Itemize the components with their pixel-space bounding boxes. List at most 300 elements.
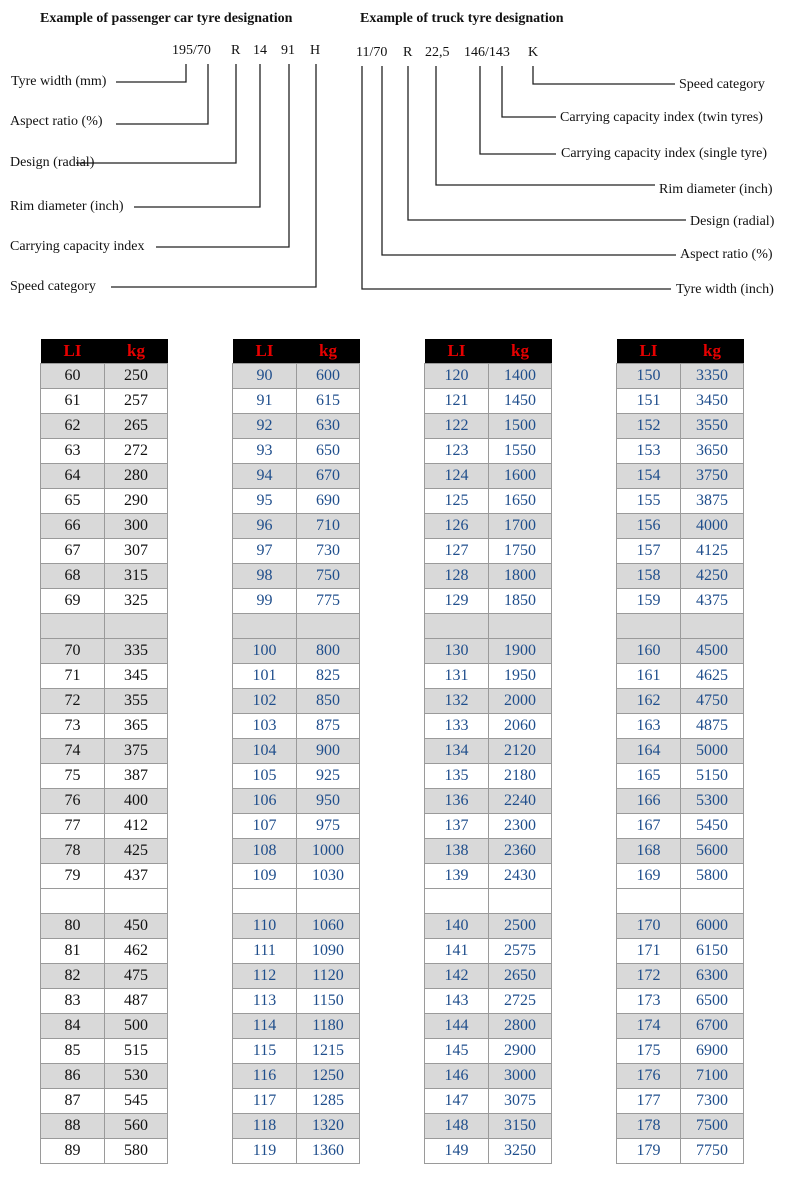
- header-kg: kg: [297, 339, 360, 364]
- kg-cell: 2725: [489, 989, 552, 1014]
- kg-cell: 2650: [489, 964, 552, 989]
- table-row: [425, 689, 552, 714]
- table-row: [425, 864, 552, 889]
- table-row: [617, 664, 744, 689]
- li-cell: 137: [425, 814, 489, 839]
- header-kg: kg: [489, 339, 552, 364]
- table-row: [233, 439, 360, 464]
- separator-row: [41, 614, 168, 639]
- table-row: [425, 939, 552, 964]
- table-row: [425, 789, 552, 814]
- table-row: [425, 664, 552, 689]
- passenger-label-design: Design (radial): [10, 155, 95, 170]
- li-cell: 173: [617, 989, 681, 1014]
- kg-cell: 545: [105, 1089, 168, 1114]
- kg-cell: 387: [105, 764, 168, 789]
- kg-cell: 690: [297, 489, 360, 514]
- table-row: [233, 589, 360, 614]
- li-cell: 178: [617, 1114, 681, 1139]
- kg-cell: 4750: [681, 689, 744, 714]
- li-cell: 99: [233, 589, 297, 614]
- li-cell: 126: [425, 514, 489, 539]
- kg-cell: 265: [105, 414, 168, 439]
- li-cell: 127: [425, 539, 489, 564]
- truck-label-rim-diameter: Rim diameter (inch): [659, 182, 773, 197]
- separator-row: [617, 614, 744, 639]
- li-cell: 79: [41, 864, 105, 889]
- li-cell: 115: [233, 1039, 297, 1064]
- passenger-label-carrying-capacity: Carrying capacity index: [10, 239, 145, 254]
- table-row: [233, 1139, 360, 1164]
- kg-cell: 2300: [489, 814, 552, 839]
- truck-code-load: 146/143: [464, 45, 510, 60]
- empty-cell: [41, 614, 105, 639]
- kg-cell: 2000: [489, 689, 552, 714]
- kg-cell: 600: [297, 364, 360, 389]
- li-cell: 97: [233, 539, 297, 564]
- kg-cell: 6900: [681, 1039, 744, 1064]
- empty-cell: [233, 614, 297, 639]
- table-row: [233, 664, 360, 689]
- header-li: LI: [425, 339, 489, 364]
- load-index-table-4: [616, 339, 744, 1164]
- li-cell: 100: [233, 639, 297, 664]
- kg-cell: 6700: [681, 1014, 744, 1039]
- li-cell: 80: [41, 914, 105, 939]
- table-row: [41, 1089, 168, 1114]
- li-cell: 165: [617, 764, 681, 789]
- li-cell: 154: [617, 464, 681, 489]
- kg-cell: 3150: [489, 1114, 552, 1139]
- li-cell: 67: [41, 539, 105, 564]
- table-row: [41, 1064, 168, 1089]
- table-row: [617, 439, 744, 464]
- kg-cell: 1150: [297, 989, 360, 1014]
- kg-cell: 1550: [489, 439, 552, 464]
- table-row: [233, 739, 360, 764]
- kg-cell: 3550: [681, 414, 744, 439]
- table-row: [617, 989, 744, 1014]
- table-row: [617, 1089, 744, 1114]
- table-row: [617, 1014, 744, 1039]
- kg-cell: 4500: [681, 639, 744, 664]
- li-cell: 72: [41, 689, 105, 714]
- li-cell: 147: [425, 1089, 489, 1114]
- kg-cell: 4875: [681, 714, 744, 739]
- kg-cell: 670: [297, 464, 360, 489]
- li-cell: 89: [41, 1139, 105, 1164]
- kg-cell: 2120: [489, 739, 552, 764]
- li-cell: 91: [233, 389, 297, 414]
- table-row: [617, 414, 744, 439]
- kg-cell: 4250: [681, 564, 744, 589]
- table-header-row: [41, 339, 168, 364]
- table-row: [233, 389, 360, 414]
- table-row: [233, 1089, 360, 1114]
- kg-cell: 4375: [681, 589, 744, 614]
- table-row: [41, 439, 168, 464]
- table-row: [233, 939, 360, 964]
- table-row: [425, 1139, 552, 1164]
- li-cell: 169: [617, 864, 681, 889]
- table-row: [425, 1089, 552, 1114]
- table-row: [233, 914, 360, 939]
- li-cell: 135: [425, 764, 489, 789]
- kg-cell: 1250: [297, 1064, 360, 1089]
- table-row: [425, 539, 552, 564]
- separator-row: [233, 614, 360, 639]
- li-cell: 129: [425, 589, 489, 614]
- li-cell: 174: [617, 1014, 681, 1039]
- table-row: [617, 389, 744, 414]
- kg-cell: 7750: [681, 1139, 744, 1164]
- table-row: [425, 389, 552, 414]
- kg-cell: 355: [105, 689, 168, 714]
- kg-cell: 530: [105, 1064, 168, 1089]
- li-cell: 116: [233, 1064, 297, 1089]
- li-cell: 106: [233, 789, 297, 814]
- passenger-label-tyre-width: Tyre width (mm): [11, 74, 107, 89]
- li-cell: 85: [41, 1039, 105, 1064]
- passenger-label-rim-diameter: Rim diameter (inch): [10, 199, 124, 214]
- li-cell: 160: [617, 639, 681, 664]
- table-row: [41, 564, 168, 589]
- table-row: [233, 714, 360, 739]
- passenger-code-design: R: [231, 43, 241, 58]
- li-cell: 103: [233, 714, 297, 739]
- kg-cell: 280: [105, 464, 168, 489]
- table-row: [41, 539, 168, 564]
- li-cell: 65: [41, 489, 105, 514]
- li-cell: 166: [617, 789, 681, 814]
- kg-cell: 6150: [681, 939, 744, 964]
- passenger-code-rim: 14: [253, 43, 267, 58]
- kg-cell: 345: [105, 664, 168, 689]
- empty-cell: [297, 889, 360, 914]
- li-cell: 123: [425, 439, 489, 464]
- table-row: [233, 489, 360, 514]
- table-row: [233, 864, 360, 889]
- kg-cell: 1700: [489, 514, 552, 539]
- li-cell: 150: [617, 364, 681, 389]
- li-cell: 61: [41, 389, 105, 414]
- kg-cell: 1450: [489, 389, 552, 414]
- li-cell: 128: [425, 564, 489, 589]
- li-cell: 134: [425, 739, 489, 764]
- li-cell: 130: [425, 639, 489, 664]
- table-row: [425, 764, 552, 789]
- truck-label-design: Design (radial): [690, 214, 775, 229]
- kg-cell: 775: [297, 589, 360, 614]
- header-kg: kg: [681, 339, 744, 364]
- li-cell: 88: [41, 1114, 105, 1139]
- li-cell: 138: [425, 839, 489, 864]
- kg-cell: 515: [105, 1039, 168, 1064]
- table-row: [617, 864, 744, 889]
- kg-cell: 630: [297, 414, 360, 439]
- table-row: [425, 564, 552, 589]
- li-cell: 125: [425, 489, 489, 514]
- table-row: [41, 489, 168, 514]
- separator-row: [233, 889, 360, 914]
- kg-cell: 412: [105, 814, 168, 839]
- kg-cell: 850: [297, 689, 360, 714]
- kg-cell: 3750: [681, 464, 744, 489]
- li-cell: 109: [233, 864, 297, 889]
- table-row: [425, 464, 552, 489]
- table-row: [41, 839, 168, 864]
- kg-cell: 1500: [489, 414, 552, 439]
- passenger-label-speed-category: Speed category: [10, 279, 96, 294]
- li-cell: 93: [233, 439, 297, 464]
- kg-cell: 290: [105, 489, 168, 514]
- separator-row: [425, 889, 552, 914]
- kg-cell: 375: [105, 739, 168, 764]
- table-row: [41, 589, 168, 614]
- table-row: [425, 639, 552, 664]
- table-row: [233, 1014, 360, 1039]
- kg-cell: 730: [297, 539, 360, 564]
- table-row: [233, 814, 360, 839]
- kg-cell: 462: [105, 939, 168, 964]
- empty-cell: [105, 889, 168, 914]
- header-kg: kg: [105, 339, 168, 364]
- table-row: [233, 539, 360, 564]
- kg-cell: 475: [105, 964, 168, 989]
- empty-cell: [617, 889, 681, 914]
- kg-cell: 7500: [681, 1114, 744, 1139]
- kg-cell: 300: [105, 514, 168, 539]
- empty-cell: [425, 614, 489, 639]
- li-cell: 171: [617, 939, 681, 964]
- separator-row: [41, 889, 168, 914]
- kg-cell: 580: [105, 1139, 168, 1164]
- li-cell: 119: [233, 1139, 297, 1164]
- table-row: [41, 864, 168, 889]
- kg-cell: 1600: [489, 464, 552, 489]
- li-cell: 148: [425, 1114, 489, 1139]
- table-row: [233, 764, 360, 789]
- kg-cell: 5600: [681, 839, 744, 864]
- kg-cell: 975: [297, 814, 360, 839]
- separator-row: [617, 889, 744, 914]
- li-cell: 117: [233, 1089, 297, 1114]
- li-cell: 120: [425, 364, 489, 389]
- kg-cell: 7100: [681, 1064, 744, 1089]
- empty-cell: [297, 614, 360, 639]
- empty-cell: [617, 614, 681, 639]
- table-row: [425, 989, 552, 1014]
- li-cell: 87: [41, 1089, 105, 1114]
- kg-cell: 950: [297, 789, 360, 814]
- li-cell: 68: [41, 564, 105, 589]
- truck-heading: Example of truck tyre designation: [360, 11, 564, 26]
- li-cell: 75: [41, 764, 105, 789]
- table-row: [617, 914, 744, 939]
- table-row: [233, 989, 360, 1014]
- kg-cell: 250: [105, 364, 168, 389]
- table-row: [617, 589, 744, 614]
- truck-label-capacity-twin: Carrying capacity index (twin tyres): [560, 110, 763, 125]
- truck-label-speed-category: Speed category: [679, 77, 765, 92]
- kg-cell: 1215: [297, 1039, 360, 1064]
- kg-cell: 2360: [489, 839, 552, 864]
- table-row: [425, 914, 552, 939]
- li-cell: 92: [233, 414, 297, 439]
- table-row: [425, 439, 552, 464]
- table-row: [233, 1114, 360, 1139]
- li-cell: 81: [41, 939, 105, 964]
- kg-cell: 2180: [489, 764, 552, 789]
- li-cell: 163: [617, 714, 681, 739]
- header-li: LI: [617, 339, 681, 364]
- table-row: [41, 989, 168, 1014]
- load-index-table-3: [424, 339, 552, 1164]
- kg-cell: 3650: [681, 439, 744, 464]
- li-cell: 112: [233, 964, 297, 989]
- truck-label-capacity-single: Carrying capacity index (single tyre): [561, 146, 768, 161]
- empty-cell: [681, 614, 744, 639]
- li-cell: 111: [233, 939, 297, 964]
- table-header-row: [425, 339, 552, 364]
- li-cell: 98: [233, 564, 297, 589]
- table-row: [617, 739, 744, 764]
- li-cell: 107: [233, 814, 297, 839]
- kg-cell: 4125: [681, 539, 744, 564]
- li-cell: 77: [41, 814, 105, 839]
- kg-cell: 1900: [489, 639, 552, 664]
- passenger-label-aspect-ratio: Aspect ratio (%): [10, 114, 103, 129]
- li-cell: 143: [425, 989, 489, 1014]
- truck-code-rim: 22,5: [425, 45, 450, 60]
- table-row: [617, 514, 744, 539]
- kg-cell: 2800: [489, 1014, 552, 1039]
- li-cell: 159: [617, 589, 681, 614]
- li-cell: 96: [233, 514, 297, 539]
- kg-cell: 1750: [489, 539, 552, 564]
- li-cell: 113: [233, 989, 297, 1014]
- passenger-code-load: 91: [281, 43, 295, 58]
- table-row: [41, 389, 168, 414]
- kg-cell: 1360: [297, 1139, 360, 1164]
- separator-row: [425, 614, 552, 639]
- li-cell: 76: [41, 789, 105, 814]
- li-cell: 74: [41, 739, 105, 764]
- kg-cell: 750: [297, 564, 360, 589]
- li-cell: 94: [233, 464, 297, 489]
- li-cell: 162: [617, 689, 681, 714]
- kg-cell: 925: [297, 764, 360, 789]
- kg-cell: 257: [105, 389, 168, 414]
- header-li: LI: [233, 339, 297, 364]
- kg-cell: 1800: [489, 564, 552, 589]
- kg-cell: 5300: [681, 789, 744, 814]
- kg-cell: 6500: [681, 989, 744, 1014]
- empty-cell: [489, 889, 552, 914]
- table-row: [617, 1064, 744, 1089]
- kg-cell: 3875: [681, 489, 744, 514]
- kg-cell: 2240: [489, 789, 552, 814]
- empty-cell: [489, 614, 552, 639]
- li-cell: 131: [425, 664, 489, 689]
- kg-cell: 365: [105, 714, 168, 739]
- table-row: [41, 914, 168, 939]
- table-row: [41, 1139, 168, 1164]
- table-row: [617, 1039, 744, 1064]
- li-cell: 133: [425, 714, 489, 739]
- li-cell: 145: [425, 1039, 489, 1064]
- table-row: [233, 689, 360, 714]
- kg-cell: 487: [105, 989, 168, 1014]
- kg-cell: 2900: [489, 1039, 552, 1064]
- table-row: [617, 964, 744, 989]
- kg-cell: 325: [105, 589, 168, 614]
- kg-cell: 7300: [681, 1089, 744, 1114]
- table-row: [425, 1114, 552, 1139]
- table-row: [41, 764, 168, 789]
- kg-cell: 5000: [681, 739, 744, 764]
- kg-cell: 1060: [297, 914, 360, 939]
- kg-cell: 307: [105, 539, 168, 564]
- truck-label-aspect-ratio: Aspect ratio (%): [680, 247, 773, 262]
- li-cell: 146: [425, 1064, 489, 1089]
- li-cell: 101: [233, 664, 297, 689]
- kg-cell: 900: [297, 739, 360, 764]
- kg-cell: 615: [297, 389, 360, 414]
- kg-cell: 335: [105, 639, 168, 664]
- kg-cell: 3450: [681, 389, 744, 414]
- li-cell: 142: [425, 964, 489, 989]
- li-cell: 84: [41, 1014, 105, 1039]
- table-row: [233, 364, 360, 389]
- table-row: [617, 764, 744, 789]
- kg-cell: 1850: [489, 589, 552, 614]
- table-row: [233, 564, 360, 589]
- table-header-row: [617, 339, 744, 364]
- table-row: [617, 464, 744, 489]
- table-row: [41, 1039, 168, 1064]
- li-cell: 172: [617, 964, 681, 989]
- li-cell: 151: [617, 389, 681, 414]
- kg-cell: 6000: [681, 914, 744, 939]
- table-row: [425, 839, 552, 864]
- li-cell: 121: [425, 389, 489, 414]
- li-cell: 153: [617, 439, 681, 464]
- kg-cell: 1650: [489, 489, 552, 514]
- table-row: [41, 364, 168, 389]
- empty-cell: [41, 889, 105, 914]
- empty-cell: [425, 889, 489, 914]
- kg-cell: 437: [105, 864, 168, 889]
- li-cell: 161: [617, 664, 681, 689]
- table-row: [233, 964, 360, 989]
- table-row: [41, 964, 168, 989]
- table-row: [617, 1139, 744, 1164]
- table-row: [617, 364, 744, 389]
- kg-cell: 3000: [489, 1064, 552, 1089]
- table-row: [617, 814, 744, 839]
- table-row: [617, 539, 744, 564]
- kg-cell: 3075: [489, 1089, 552, 1114]
- truck-code-speed: K: [528, 45, 539, 60]
- table-row: [233, 639, 360, 664]
- table-row: [41, 414, 168, 439]
- table-row: [617, 714, 744, 739]
- li-cell: 164: [617, 739, 681, 764]
- li-cell: 140: [425, 914, 489, 939]
- kg-cell: 315: [105, 564, 168, 589]
- kg-cell: 5150: [681, 764, 744, 789]
